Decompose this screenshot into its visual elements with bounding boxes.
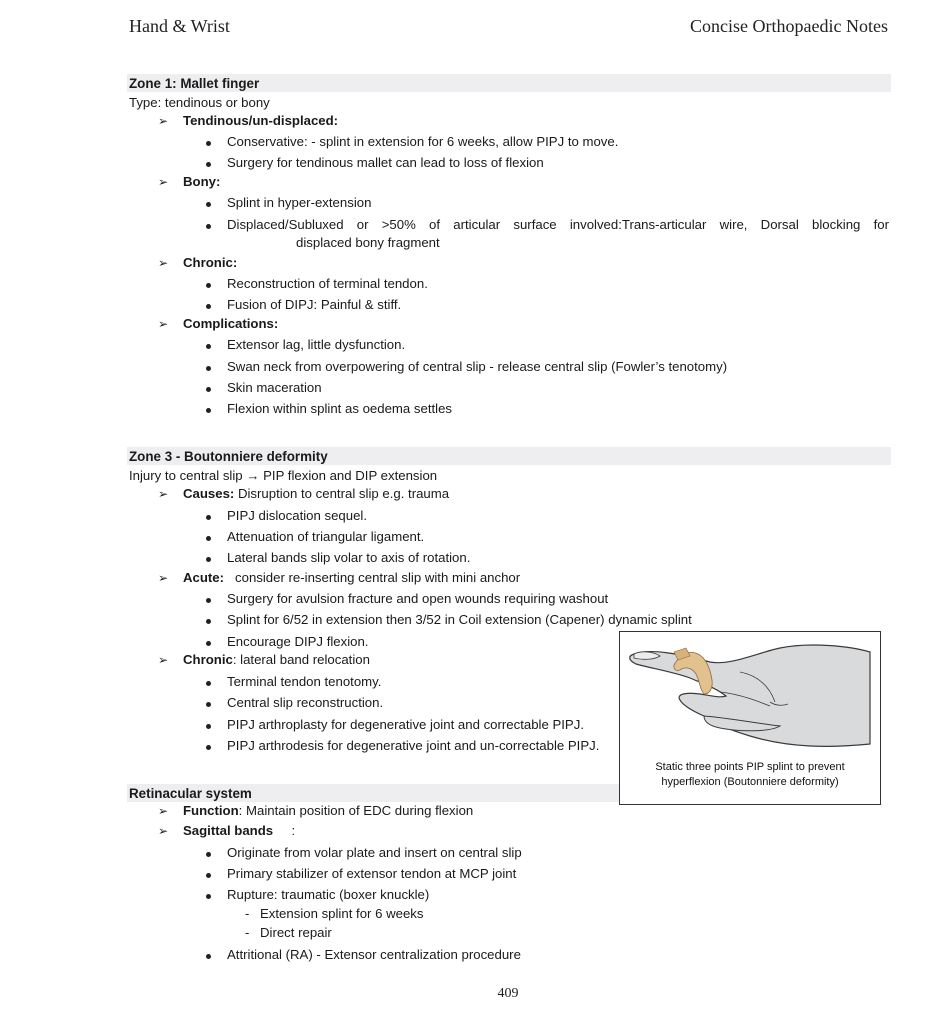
- bullet-icon: [206, 366, 211, 371]
- bullet-icon: [206, 598, 211, 603]
- list-item: Splint for 6/52 in extension then 3/52 in Coil extension (Capener) dynamic splint: [227, 612, 692, 627]
- bullet-icon: [206, 536, 211, 541]
- bullet-icon: [206, 557, 211, 562]
- hand-splint-illustration-icon: [620, 632, 882, 762]
- zone3-causes: Causes: Disruption to central slip e.g. trauma: [183, 486, 450, 501]
- bullet-icon: [206, 873, 211, 878]
- arrow-bullet-icon: ➢: [158, 256, 169, 270]
- list-item: Extensor lag, little dysfunction.: [227, 337, 406, 352]
- sub-list-item: Direct repair: [260, 925, 332, 940]
- bullet-icon: [206, 702, 211, 707]
- dash-bullet-icon: -: [245, 906, 250, 921]
- caption-line: Static three points PIP splint to prevent: [655, 761, 845, 773]
- zone3-chronic: Chronic: lateral band relocation: [183, 652, 370, 667]
- figure-caption: [620, 760, 880, 790]
- zone3-intro-text: Injury to central slip → PIP flexion and DIP extension: [129, 468, 438, 483]
- sub-list-item: Extension splint for 6 weeks: [260, 906, 424, 921]
- zone1-bony-label: Bony:: [183, 174, 221, 189]
- list-item: Primary stabilizer of extensor tendon at MCP joint: [227, 866, 517, 881]
- arrow-bullet-icon: ➢: [158, 175, 169, 189]
- list-item: Surgery for avulsion fracture and open wounds requiring washout: [227, 591, 609, 606]
- bullet-icon: [206, 852, 211, 857]
- bullet-icon: [206, 283, 211, 288]
- zone3-acute: Acute: consider re-inserting central slip with mini anchor: [183, 570, 521, 585]
- bullet-icon: [206, 641, 211, 646]
- bullet-icon: [206, 344, 211, 349]
- arrow-bullet-icon: ➢: [158, 804, 169, 818]
- list-item: Splint in hyper-extension: [227, 195, 372, 210]
- list-item: Terminal tendon tenotomy.: [227, 674, 382, 689]
- caption-line: hyperflexion (Boutonniere deformity): [661, 776, 839, 788]
- bullet-icon: [206, 954, 211, 959]
- bullet-icon: [206, 141, 211, 146]
- bullet-icon: [206, 162, 211, 167]
- zone1-type-text: Type: tendinous or bony: [129, 95, 270, 110]
- section-heading-zone1: Zone 1: Mallet finger: [127, 74, 891, 92]
- bullet-icon: [206, 681, 211, 686]
- zone1-complications-label: Complications:: [183, 316, 279, 331]
- retinacular-sagittal-bands: Sagittal bands :: [183, 823, 296, 838]
- list-item: Skin maceration: [227, 380, 322, 395]
- list-item: Originate from volar plate and insert on central slip: [227, 845, 522, 860]
- arrow-bullet-icon: ➢: [158, 571, 169, 585]
- list-item: Surgery for tendinous mallet can lead to loss of flexion: [227, 155, 544, 170]
- bullet-icon: [206, 408, 211, 413]
- list-item: Encourage DIPJ flexion.: [227, 634, 369, 649]
- dash-bullet-icon: -: [245, 925, 250, 940]
- list-item: Central slip reconstruction.: [227, 695, 384, 710]
- arrow-bullet-icon: ➢: [158, 487, 169, 501]
- section-heading-zone3: Zone 3 - Boutonniere deformity: [127, 447, 891, 465]
- zone1-tendinous-label: Tendinous/un-displaced:: [183, 113, 339, 128]
- list-item-continuation: displaced bony fragment: [296, 235, 440, 250]
- arrow-bullet-icon: ➢: [158, 317, 169, 331]
- list-item: Swan neck from overpowering of central slip - release central slip (Fowler’s tenotomy): [227, 359, 728, 374]
- zone1-chronic-label: Chronic:: [183, 255, 238, 270]
- bullet-icon: [206, 745, 211, 750]
- bullet-icon: [206, 724, 211, 729]
- running-header-chapter: Hand & Wrist: [129, 16, 230, 36]
- bullet-icon: [206, 894, 211, 899]
- list-item: Attenuation of triangular ligament.: [227, 529, 425, 544]
- page-number: 409: [497, 986, 519, 1001]
- arrow-bullet-icon: ➢: [158, 824, 169, 838]
- list-item: Reconstruction of terminal tendon.: [227, 276, 428, 291]
- list-item: PIPJ arthroplasty for degenerative joint and correctable PIPJ.: [227, 717, 584, 732]
- arrow-bullet-icon: ➢: [158, 114, 169, 128]
- bullet-icon: [206, 387, 211, 392]
- retinacular-function: Function: Maintain position of EDC during flexion: [183, 803, 474, 818]
- list-item: Lateral bands slip volar to axis of rotation.: [227, 550, 471, 565]
- list-item: Rupture: traumatic (boxer knuckle): [227, 887, 430, 902]
- running-header-book-title: Concise Orthopaedic Notes: [690, 16, 888, 36]
- list-item: Attritional (RA) - Extensor centralization procedure: [227, 947, 521, 962]
- bullet-icon: [206, 304, 211, 309]
- bullet-icon: [206, 224, 211, 229]
- bullet-icon: [206, 202, 211, 207]
- list-item: Flexion within splint as oedema settles: [227, 401, 453, 416]
- arrow-bullet-icon: ➢: [158, 653, 169, 667]
- bullet-icon: [206, 619, 211, 624]
- list-item: Displaced/Subluxed or >50% of articular surface involved:Trans-articular wire, Dorsal blocking for: [227, 217, 889, 232]
- splint-figure: [619, 631, 881, 805]
- bullet-icon: [206, 515, 211, 520]
- list-item: PIPJ dislocation sequel.: [227, 508, 368, 523]
- list-item: Fusion of DIPJ: Painful & stiff.: [227, 297, 402, 312]
- list-item: Conservative: - splint in extension for 6 weeks, allow PIPJ to move.: [227, 134, 619, 149]
- list-item: PIPJ arthrodesis for degenerative joint and un-correctable PIPJ.: [227, 738, 600, 753]
- section-heading-retinacular: Retinacular system: [127, 784, 619, 802]
